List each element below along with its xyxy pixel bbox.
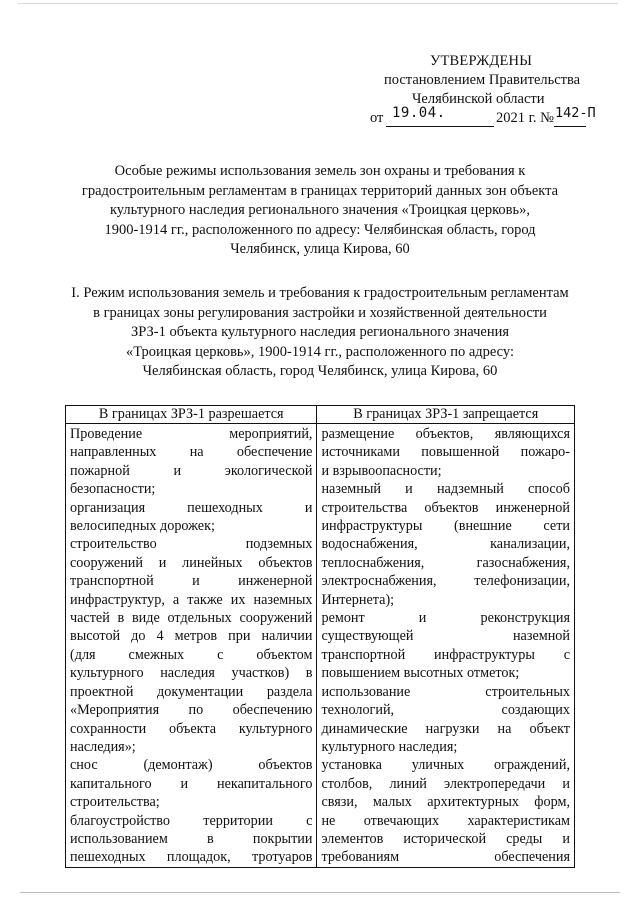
prohibited-line: и взрывоопасности;	[321, 462, 442, 479]
scan-top-edge	[18, 3, 618, 4]
prohibited-line: повышением высотных отметок;	[321, 665, 520, 682]
allowed-line: капитального и некапитального	[70, 775, 313, 792]
allowed-line: строительства;	[70, 794, 160, 811]
prohibited-line: требованиям обеспечения	[321, 849, 570, 866]
document-title-line: 1900-1914 гг., расположенного по адресу: Челябинская область, город	[104, 221, 536, 238]
document-title	[40, 162, 600, 260]
allowed-line: инфраструктур, а также их наземных	[70, 591, 313, 608]
section-heading-line: в границах зоны регулирования застройки и хозяйственной деятельности	[93, 304, 547, 321]
allowed-line: строительство подземных	[70, 536, 313, 553]
prohibited-line: наземный и надземный способ	[321, 481, 570, 498]
prohibited-text	[321, 425, 570, 867]
approval-number-field	[554, 105, 596, 127]
prohibited-line: динамические нагрузки на объект	[321, 720, 570, 737]
allowed-line: велосипедных дорожек;	[70, 518, 215, 535]
allowed-line: безопасности;	[70, 481, 156, 498]
approval-from-label: от	[370, 110, 384, 126]
allowed-line: сооружений и линейных объектов	[70, 554, 313, 571]
allowed-line: культурного наследия участков) в	[70, 665, 313, 682]
prohibited-line: ремонт и реконструкция	[321, 610, 570, 627]
prohibited-column-header: В границах ЗРЗ-1 запрещается	[317, 406, 575, 424]
prohibited-line: связи, малых архитектурных форм,	[321, 794, 570, 811]
allowed-line: благоустройство территории с	[70, 812, 313, 829]
allowed-line: высотой до 4 метров при наличии	[70, 628, 313, 645]
prohibited-line: инфраструктуры (внешние сети	[321, 518, 570, 535]
section-heading-line: I. Режим использования земель и требования к градостроительным регламентам	[71, 285, 569, 301]
allowed-line: (для смежных с объектом	[70, 646, 313, 663]
prohibited-line: культурного наследия;	[321, 738, 458, 755]
document-title-line: градостроительным регламентам в границах территорий данных зон объекта	[81, 182, 559, 199]
allowed-line: снос (демонтаж) объектов	[70, 757, 313, 774]
table-header-row	[66, 406, 575, 424]
section-heading-line: Челябинская область, город Челябинск, улица Кирова, 60	[142, 363, 498, 379]
allowed-column-header: В границах ЗРЗ-1 разрешается	[66, 406, 317, 424]
prohibited-cell	[317, 424, 575, 868]
allowed-line: организация пешеходных и	[70, 499, 313, 516]
section-heading	[40, 284, 600, 382]
section-heading-line: ЗРЗ-1 объекта культурного наследия регионального значения	[130, 324, 510, 340]
prohibited-line: существующей наземной	[321, 628, 570, 645]
prohibited-line: водоснабжения, канализации,	[321, 536, 570, 553]
prohibited-line: Интернета);	[321, 591, 395, 608]
allowed-line: проектной документации раздела	[70, 683, 313, 700]
prohibited-line: размещение объектов, являющихся	[321, 426, 570, 442]
approval-date: 19.04.	[392, 105, 446, 121]
zone-rules-table	[65, 405, 575, 868]
prohibited-line: источниками повышенной пожаро-	[321, 444, 570, 461]
approval-number: 142-П	[555, 105, 596, 121]
prohibited-line: использование строительных	[321, 683, 570, 700]
allowed-line: наследия»;	[70, 738, 136, 755]
approval-region: Челябинской области	[412, 91, 545, 107]
prohibited-line: строительства объектов инженерной	[321, 499, 570, 516]
prohibited-line: электроснабжения, телефонизации,	[321, 573, 570, 590]
allowed-line: транспортной и инженерной	[70, 573, 313, 590]
allowed-line: частей в виде отдельных сооружений	[70, 610, 313, 627]
allowed-line: направленных на обеспечение	[70, 444, 313, 461]
document-title-line: культурного наследия регионального значения «Троицкая церковь»,	[109, 202, 531, 218]
prohibited-line: транспортной инфраструктуры с	[321, 646, 570, 663]
document-title-line: Челябинск, улица Кирова, 60	[230, 241, 410, 257]
section-heading-line: «Троицкая церковь», 1900-1914 гг., расположенного по адресу:	[125, 343, 515, 360]
prohibited-line: не отвечающих характеристикам	[321, 812, 570, 829]
allowed-line: пешеходных площадок, тротуаров	[70, 849, 313, 866]
allowed-line: пожарной и экологической	[70, 462, 313, 479]
allowed-text	[70, 425, 312, 867]
allowed-cell	[66, 424, 317, 868]
approval-date-field	[386, 105, 494, 127]
prohibited-line: теплоснабжения, газоснабжения,	[321, 554, 570, 571]
approval-year: 2021 г. №	[496, 110, 555, 126]
allowed-line: Проведение мероприятий,	[70, 426, 313, 442]
allowed-line: сохранности объекта культурного	[70, 720, 313, 737]
allowed-line: использованием в покрытии	[70, 830, 313, 847]
table-row	[66, 424, 575, 868]
scan-bottom-edge	[20, 892, 620, 893]
prohibited-line: столбов, линий электропередачи и	[321, 775, 570, 792]
prohibited-line: установка уличных ограждений,	[321, 757, 570, 774]
document-title-line: Особые режимы использования земель зон охраны и требования к	[114, 163, 526, 179]
approval-title: УТВЕРЖДЕНЫ	[430, 53, 533, 69]
prohibited-line: элементов исторической среды и	[321, 830, 570, 847]
allowed-line: «Мероприятия по обеспечению	[70, 702, 313, 719]
prohibited-line: технологий, создающих	[321, 702, 570, 719]
approval-authority: постановлением Правительства	[384, 72, 581, 88]
